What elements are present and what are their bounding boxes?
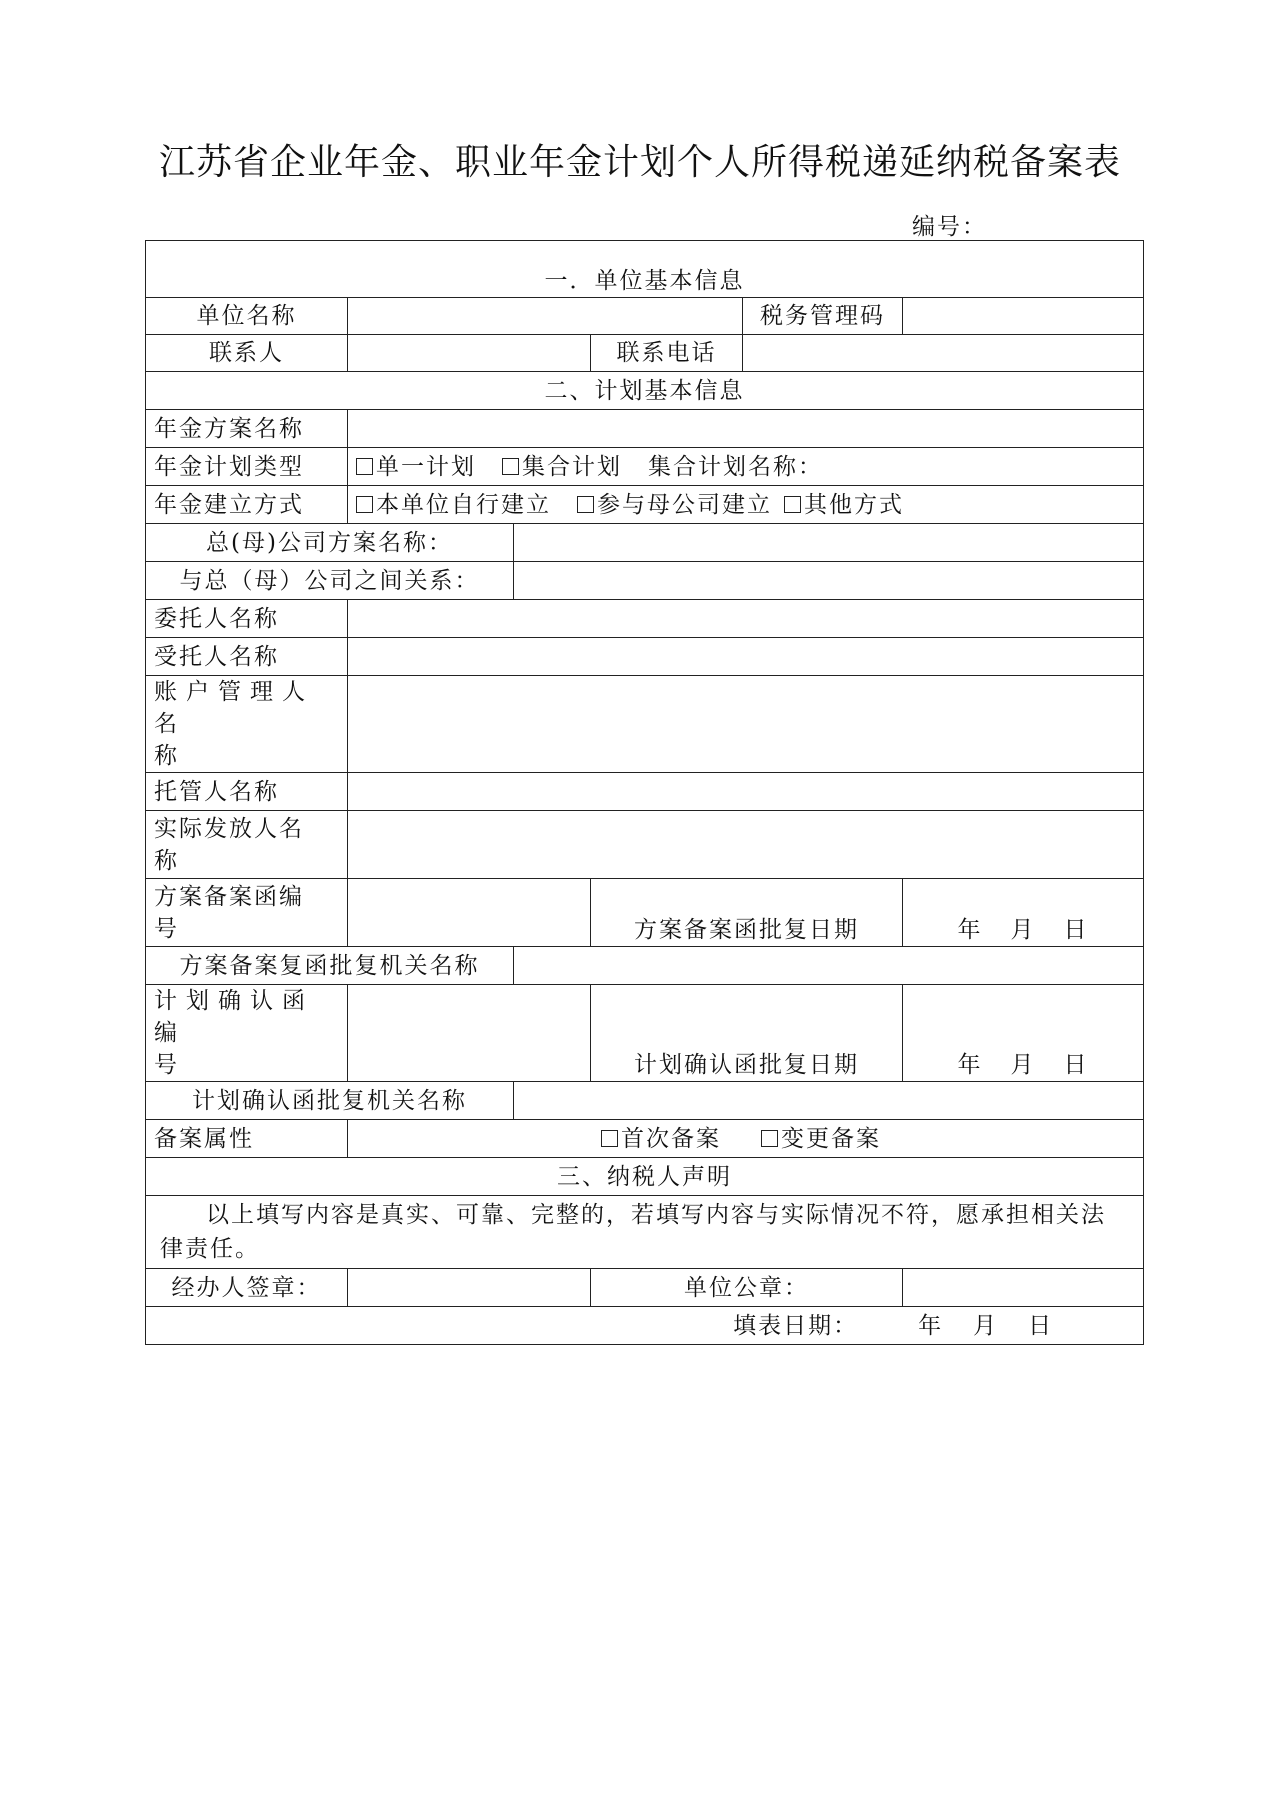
day-label: 日 [1063, 917, 1089, 943]
unit-name-field[interactable] [348, 298, 743, 335]
build-mode-label: 年金建立方式 [146, 486, 348, 524]
year-label: 年 [957, 1052, 983, 1078]
payer-label-line1: 实际发放人名 [154, 815, 304, 842]
collective-plan-name-label: 集合计划名称： [648, 453, 823, 480]
trustee-label: 受托人名称 [146, 638, 348, 676]
build-mode-options [348, 486, 1144, 524]
declaration-text: 以上填写内容是真实、可靠、完整的，若填写内容与实际情况不符，愿承担相关法律责任。 [146, 1196, 1144, 1269]
filing-attr-label: 备案属性 [146, 1120, 348, 1158]
plan-type-collective-option[interactable] [502, 451, 622, 483]
confirm-reply-org-field[interactable] [514, 1082, 1144, 1120]
month-label: 月 [1010, 1052, 1036, 1078]
confirm-letter-no-field[interactable] [348, 985, 591, 1082]
plan-letter-date-label: 方案备案函批复日期 [591, 879, 903, 947]
plan-letter-date-field[interactable] [903, 879, 1144, 947]
parent-plan-label: 总(母)公司方案名称： [146, 524, 514, 562]
plan-reply-org-label: 方案备案复函批复机关名称 [146, 947, 514, 985]
account-manager-label [146, 676, 348, 773]
filing-change-label: 变更备案 [781, 1125, 881, 1152]
unit-name-label: 单位名称 [146, 298, 348, 335]
payer-label [146, 811, 348, 879]
confirm-letter-date-label: 计划确认函批复日期 [591, 985, 903, 1082]
unit-seal-label: 单位公章： [591, 1269, 903, 1307]
build-other-option[interactable] [784, 489, 904, 521]
day-label: 日 [1063, 1052, 1089, 1078]
fill-date-row [146, 1307, 1144, 1345]
checkbox-icon[interactable] [761, 1130, 778, 1147]
build-parent-label: 参与母公司建立 [597, 491, 772, 518]
checkbox-icon[interactable] [577, 496, 594, 513]
plan-reply-org-field[interactable] [514, 947, 1144, 985]
trustor-label: 委托人名称 [146, 600, 348, 638]
custodian-label: 托管人名称 [146, 773, 348, 811]
relation-field[interactable] [514, 562, 1144, 600]
tax-code-label: 税务管理码 [743, 298, 903, 335]
account-manager-label-line1: 账户管理人名 [154, 679, 314, 737]
year-label: 年 [957, 917, 983, 943]
document-number-label: 编号： [912, 214, 987, 240]
contact-field[interactable] [348, 335, 591, 372]
plan-letter-no-label-line2: 号 [154, 915, 179, 942]
section1-header: 一．单位基本信息 [146, 241, 1144, 298]
phone-field[interactable] [743, 335, 1144, 372]
section-header-row [146, 241, 1144, 298]
plan-letter-no-field[interactable] [348, 879, 591, 947]
plan-type-single-label: 单一计划 [376, 453, 476, 480]
filing-form-table [145, 240, 1144, 1345]
filing-first-option[interactable] [601, 1123, 721, 1155]
page-title: 江苏省企业年金、职业年金计划个人所得税递延纳税备案表 [158, 142, 1121, 183]
build-self-option[interactable] [356, 489, 551, 521]
handler-sign-label: 经办人签章： [146, 1269, 348, 1307]
build-self-label: 本单位自行建立 [376, 491, 551, 518]
checkbox-icon[interactable] [356, 458, 373, 475]
account-manager-field[interactable] [348, 676, 1144, 773]
month-label: 月 [1010, 917, 1036, 943]
parent-plan-field[interactable] [514, 524, 1144, 562]
payer-label-line2: 称 [154, 847, 179, 874]
plan-type-options [348, 448, 1144, 486]
fill-month-label: 月 [973, 1312, 999, 1339]
filing-attr-options [348, 1120, 1144, 1158]
tax-code-field[interactable] [903, 298, 1144, 335]
custodian-field[interactable] [348, 773, 1144, 811]
build-other-label: 其他方式 [804, 491, 904, 518]
checkbox-icon[interactable] [601, 1130, 618, 1147]
fill-date-label: 填表日期： [733, 1312, 859, 1339]
filing-change-option[interactable] [761, 1123, 881, 1155]
fill-year-label: 年 [918, 1312, 944, 1339]
payer-field[interactable] [348, 811, 1144, 879]
relation-label: 与总（母）公司之间关系： [146, 562, 514, 600]
confirm-letter-no-label-line2: 号 [154, 1052, 179, 1078]
phone-label: 联系电话 [591, 335, 743, 372]
filing-first-label: 首次备案 [621, 1125, 721, 1152]
confirm-letter-date-field[interactable] [903, 985, 1144, 1082]
section3-header: 三、纳税人声明 [146, 1158, 1144, 1196]
confirm-letter-no-label-line1: 计划确认函编 [154, 988, 314, 1046]
account-manager-label-line2: 称 [154, 743, 179, 769]
confirm-letter-no-label [146, 985, 348, 1082]
checkbox-icon[interactable] [502, 458, 519, 475]
plan-name-label: 年金方案名称 [146, 410, 348, 448]
plan-letter-no-label-line1: 方案备案函编 [154, 883, 304, 910]
contact-label: 联系人 [146, 335, 348, 372]
section2-header: 二、计划基本信息 [146, 372, 1144, 410]
confirm-reply-org-label: 计划确认函批复机关名称 [146, 1082, 514, 1120]
plan-type-single-option[interactable] [356, 451, 476, 483]
checkbox-icon[interactable] [356, 496, 373, 513]
plan-type-collective-label: 集合计划 [522, 453, 622, 480]
plan-name-field[interactable] [348, 410, 1144, 448]
fill-day-label: 日 [1028, 1312, 1054, 1339]
plan-type-label: 年金计划类型 [146, 448, 348, 486]
unit-seal-field[interactable] [903, 1269, 1144, 1307]
handler-sign-field[interactable] [348, 1269, 591, 1307]
build-parent-option[interactable] [577, 489, 772, 521]
checkbox-icon[interactable] [784, 496, 801, 513]
trustor-field[interactable] [348, 600, 1144, 638]
plan-letter-no-label [146, 879, 348, 947]
trustee-field[interactable] [348, 638, 1144, 676]
